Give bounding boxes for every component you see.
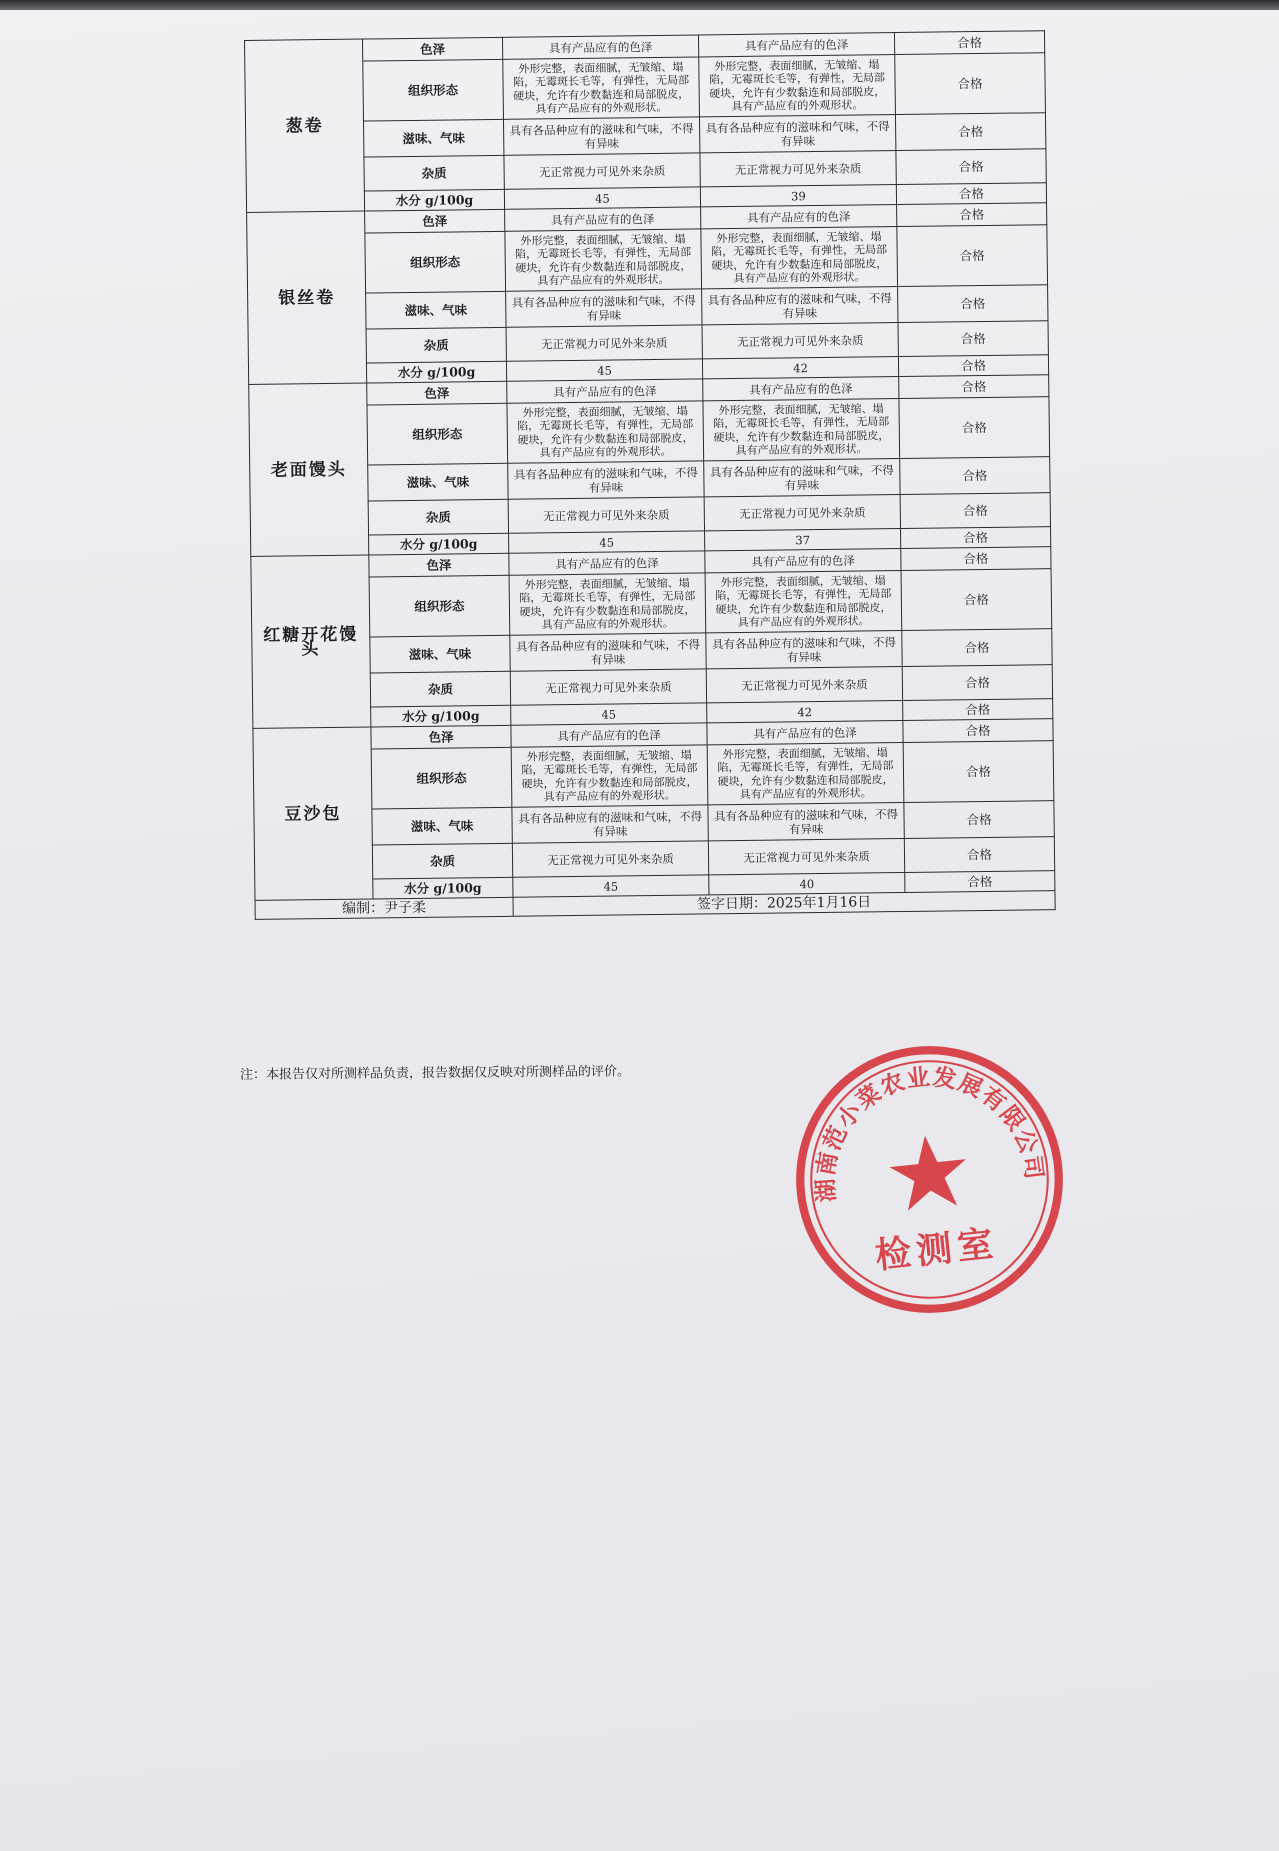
result-cell: 合格 [899,397,1050,459]
item-label: 杂质 [368,499,508,535]
item-label: 组织形态 [367,403,508,465]
standard-requirement: 具有产品应有的色泽 [511,723,707,747]
result-cell: 合格 [897,225,1048,287]
standard-requirement: 无正常视力可见外来杂质 [506,325,702,361]
result-cell: 合格 [901,527,1051,549]
measured-observation: 具有产品应有的色泽 [703,377,899,401]
item-label: 杂质 [372,843,512,879]
measured-observation: 外形完整，表面细腻，无皱缩、塌陷，无霉斑长毛等，有弹性，无局部硬块，允许有少数黏连和局部脱皮，具有产品应有的外观形状。 [703,399,900,461]
result-cell: 合格 [899,375,1049,399]
standard-requirement: 具有产品应有的色泽 [509,551,705,575]
result-cell: 合格 [905,871,1055,893]
product-row-texture [245,53,1046,123]
standard-requirement: 具有各品种应有的滋味和气味，不得有异味 [506,289,702,327]
item-label: 组织形态 [369,575,510,637]
standard-moisture: 45 [509,531,705,553]
item-label: 杂质 [370,671,510,707]
item-label: 组织形态 [365,231,506,293]
company-seal [778,1028,1080,1330]
report-document [244,30,1056,920]
measured-observation: 具有各品种应有的滋味和气味，不得有异味 [708,802,904,840]
measured-moisture: 37 [705,529,901,551]
result-cell: 合格 [901,547,1051,571]
measured-observation: 外形完整，表面细腻，无皱缩、塌陷，无霉斑长毛等，有弹性，无局部硬块，允许有少数黏连和局部脱皮，具有产品应有的外观形状。 [707,742,904,804]
measured-moisture: 40 [709,872,905,894]
product-name: 葱卷 [245,39,365,212]
result-cell: 合格 [897,203,1047,227]
result-cell: 合格 [903,699,1053,721]
standard-requirement: 无正常视力可见外来杂质 [508,497,704,533]
standard-requirement: 具有产品应有的色泽 [505,207,701,231]
item-label: 水分 g/100g [366,361,506,383]
seal-dept-text: 检测室 [873,1223,1001,1277]
measured-observation: 外形完整，表面细腻，无皱缩、塌陷，无霉斑长毛等，有弹性，无局部硬块，允许有少数黏连和局部脱皮，具有产品应有的外观形状。 [699,55,896,117]
product-row-texture [249,397,1050,467]
standard-moisture: 45 [511,703,707,725]
item-label: 滋味、气味 [372,807,512,845]
product-name: 老面馒头 [249,383,369,556]
measured-observation: 具有产品应有的色泽 [707,721,903,745]
item-label: 水分 g/100g [373,877,513,899]
measured-observation: 无正常视力可见外来杂质 [700,151,896,187]
item-label: 色泽 [362,37,502,61]
item-label: 水分 g/100g [364,189,504,211]
measured-observation: 具有各品种应有的滋味和气味，不得有异味 [704,459,900,497]
item-label: 杂质 [364,155,504,191]
result-cell: 合格 [901,569,1052,631]
product-row-texture [247,225,1048,295]
result-cell: 合格 [898,355,1048,377]
seal-star-icon [887,1132,971,1213]
product-row-texture [251,569,1052,639]
measured-observation: 无正常视力可见外来杂质 [706,667,902,703]
standard-requirement: 具有产品应有的色泽 [507,379,703,403]
result-cell: 合格 [898,321,1048,357]
result-cell: 合格 [900,457,1050,495]
measured-observation: 外形完整，表面细腻，无皱缩、塌陷，无霉斑长毛等，有弹性，无局部硬块，允许有少数黏连和局部脱皮，具有产品应有的外观形状。 [701,227,898,289]
sign-date: 签字日期：2025年1月16日 [513,891,1055,917]
measured-observation: 外形完整，表面细腻，无皱缩、塌陷，无霉斑长毛等，有弹性，无局部硬块，允许有少数黏连和局部脱皮，具有产品应有的外观形状。 [705,571,902,633]
measured-moisture: 39 [700,185,896,207]
inspection-table [244,30,1056,920]
measured-observation: 无正常视力可见外来杂质 [702,323,898,359]
result-cell: 合格 [895,113,1045,151]
standard-requirement: 外形完整，表面细腻，无皱缩、塌陷，无霉斑长毛等，有弹性，无局部硬块，允许有少数黏连和局部脱皮，具有产品应有的外观形状。 [511,745,708,807]
standard-requirement: 具有各品种应有的滋味和气味，不得有异味 [512,805,708,843]
measured-observation: 具有各品种应有的滋味和气味，不得有异味 [706,631,902,669]
measured-moisture: 42 [702,357,898,379]
measured-observation: 无正常视力可见外来杂质 [708,838,904,874]
item-label: 色泽 [369,553,509,577]
standard-requirement: 外形完整，表面细腻，无皱缩、塌陷，无霉斑长毛等，有弹性，无局部硬块，允许有少数黏连和局部脱皮，具有产品应有的外观形状。 [507,401,704,463]
standard-requirement: 外形完整，表面细腻，无皱缩、塌陷，无霉斑长毛等，有弹性，无局部硬块，允许有少数黏连和局部脱皮，具有产品应有的外观形状。 [505,229,702,291]
result-cell: 合格 [896,183,1046,205]
result-cell: 合格 [894,31,1044,55]
product-name: 红糖开花馒头 [251,555,371,728]
item-label: 滋味、气味 [366,291,506,329]
seal-company-text: 湖南范小菜农业发展有限公司 [810,1062,1049,1204]
item-label: 水分 g/100g [369,533,509,555]
item-label: 色泽 [367,381,507,405]
item-label: 滋味、气味 [368,463,508,501]
product-row-texture [253,741,1054,811]
measured-observation: 具有产品应有的色泽 [701,205,897,229]
standard-requirement: 无正常视力可见外来杂质 [504,153,700,189]
standard-requirement: 无正常视力可见外来杂质 [510,669,706,705]
item-label: 色泽 [371,725,511,749]
standard-requirement: 外形完整，表面细腻，无皱缩、塌陷，无霉斑长毛等，有弹性，无局部硬块，允许有少数黏连和局部脱皮，具有产品应有的外观形状。 [509,573,706,635]
item-label: 杂质 [366,327,506,363]
measured-observation: 具有产品应有的色泽 [698,33,894,57]
measured-moisture: 42 [707,701,903,723]
measured-observation: 具有产品应有的色泽 [705,549,901,573]
result-cell: 合格 [902,665,1052,701]
standard-moisture: 45 [506,359,702,381]
result-cell: 合格 [900,493,1050,529]
measured-observation: 无正常视力可见外来杂质 [704,495,900,531]
standard-requirement: 外形完整，表面细腻，无皱缩、塌陷，无霉斑长毛等，有弹性，无局部硬块，允许有少数黏连和局部脱皮，具有产品应有的外观形状。 [503,57,700,119]
standard-requirement: 具有各品种应有的滋味和气味，不得有异味 [508,461,704,499]
result-cell: 合格 [895,53,1046,115]
measured-observation: 具有各品种应有的滋味和气味，不得有异味 [699,115,895,153]
result-cell: 合格 [898,285,1048,323]
standard-requirement: 具有各品种应有的滋味和气味，不得有异味 [503,117,699,155]
standard-moisture: 45 [513,875,709,897]
compiled-by: 编制：尹子柔 [255,897,513,919]
item-label: 组织形态 [371,747,512,809]
item-label: 水分 g/100g [371,705,511,727]
product-name: 银丝卷 [247,211,367,384]
standard-requirement: 具有产品应有的色泽 [502,35,698,59]
standard-requirement: 具有各品种应有的滋味和气味，不得有异味 [510,633,706,671]
item-label: 色泽 [365,209,505,233]
item-label: 滋味、气味 [370,635,510,673]
measured-observation: 具有各品种应有的滋味和气味，不得有异味 [702,287,898,325]
result-cell: 合格 [904,837,1054,873]
result-cell: 合格 [903,719,1053,743]
standard-moisture: 45 [504,187,700,209]
result-cell: 合格 [904,801,1054,839]
result-cell: 合格 [896,149,1046,185]
result-cell: 合格 [903,741,1054,803]
item-label: 滋味、气味 [363,119,503,157]
result-cell: 合格 [902,629,1052,667]
standard-requirement: 无正常视力可见外来杂质 [512,841,708,877]
item-label: 组织形态 [363,59,504,121]
product-name: 豆沙包 [253,727,373,900]
report-note: 注：本报告仅对所测样品负责，报告数据仅反映对所测样品的评价。 [239,1064,631,1083]
